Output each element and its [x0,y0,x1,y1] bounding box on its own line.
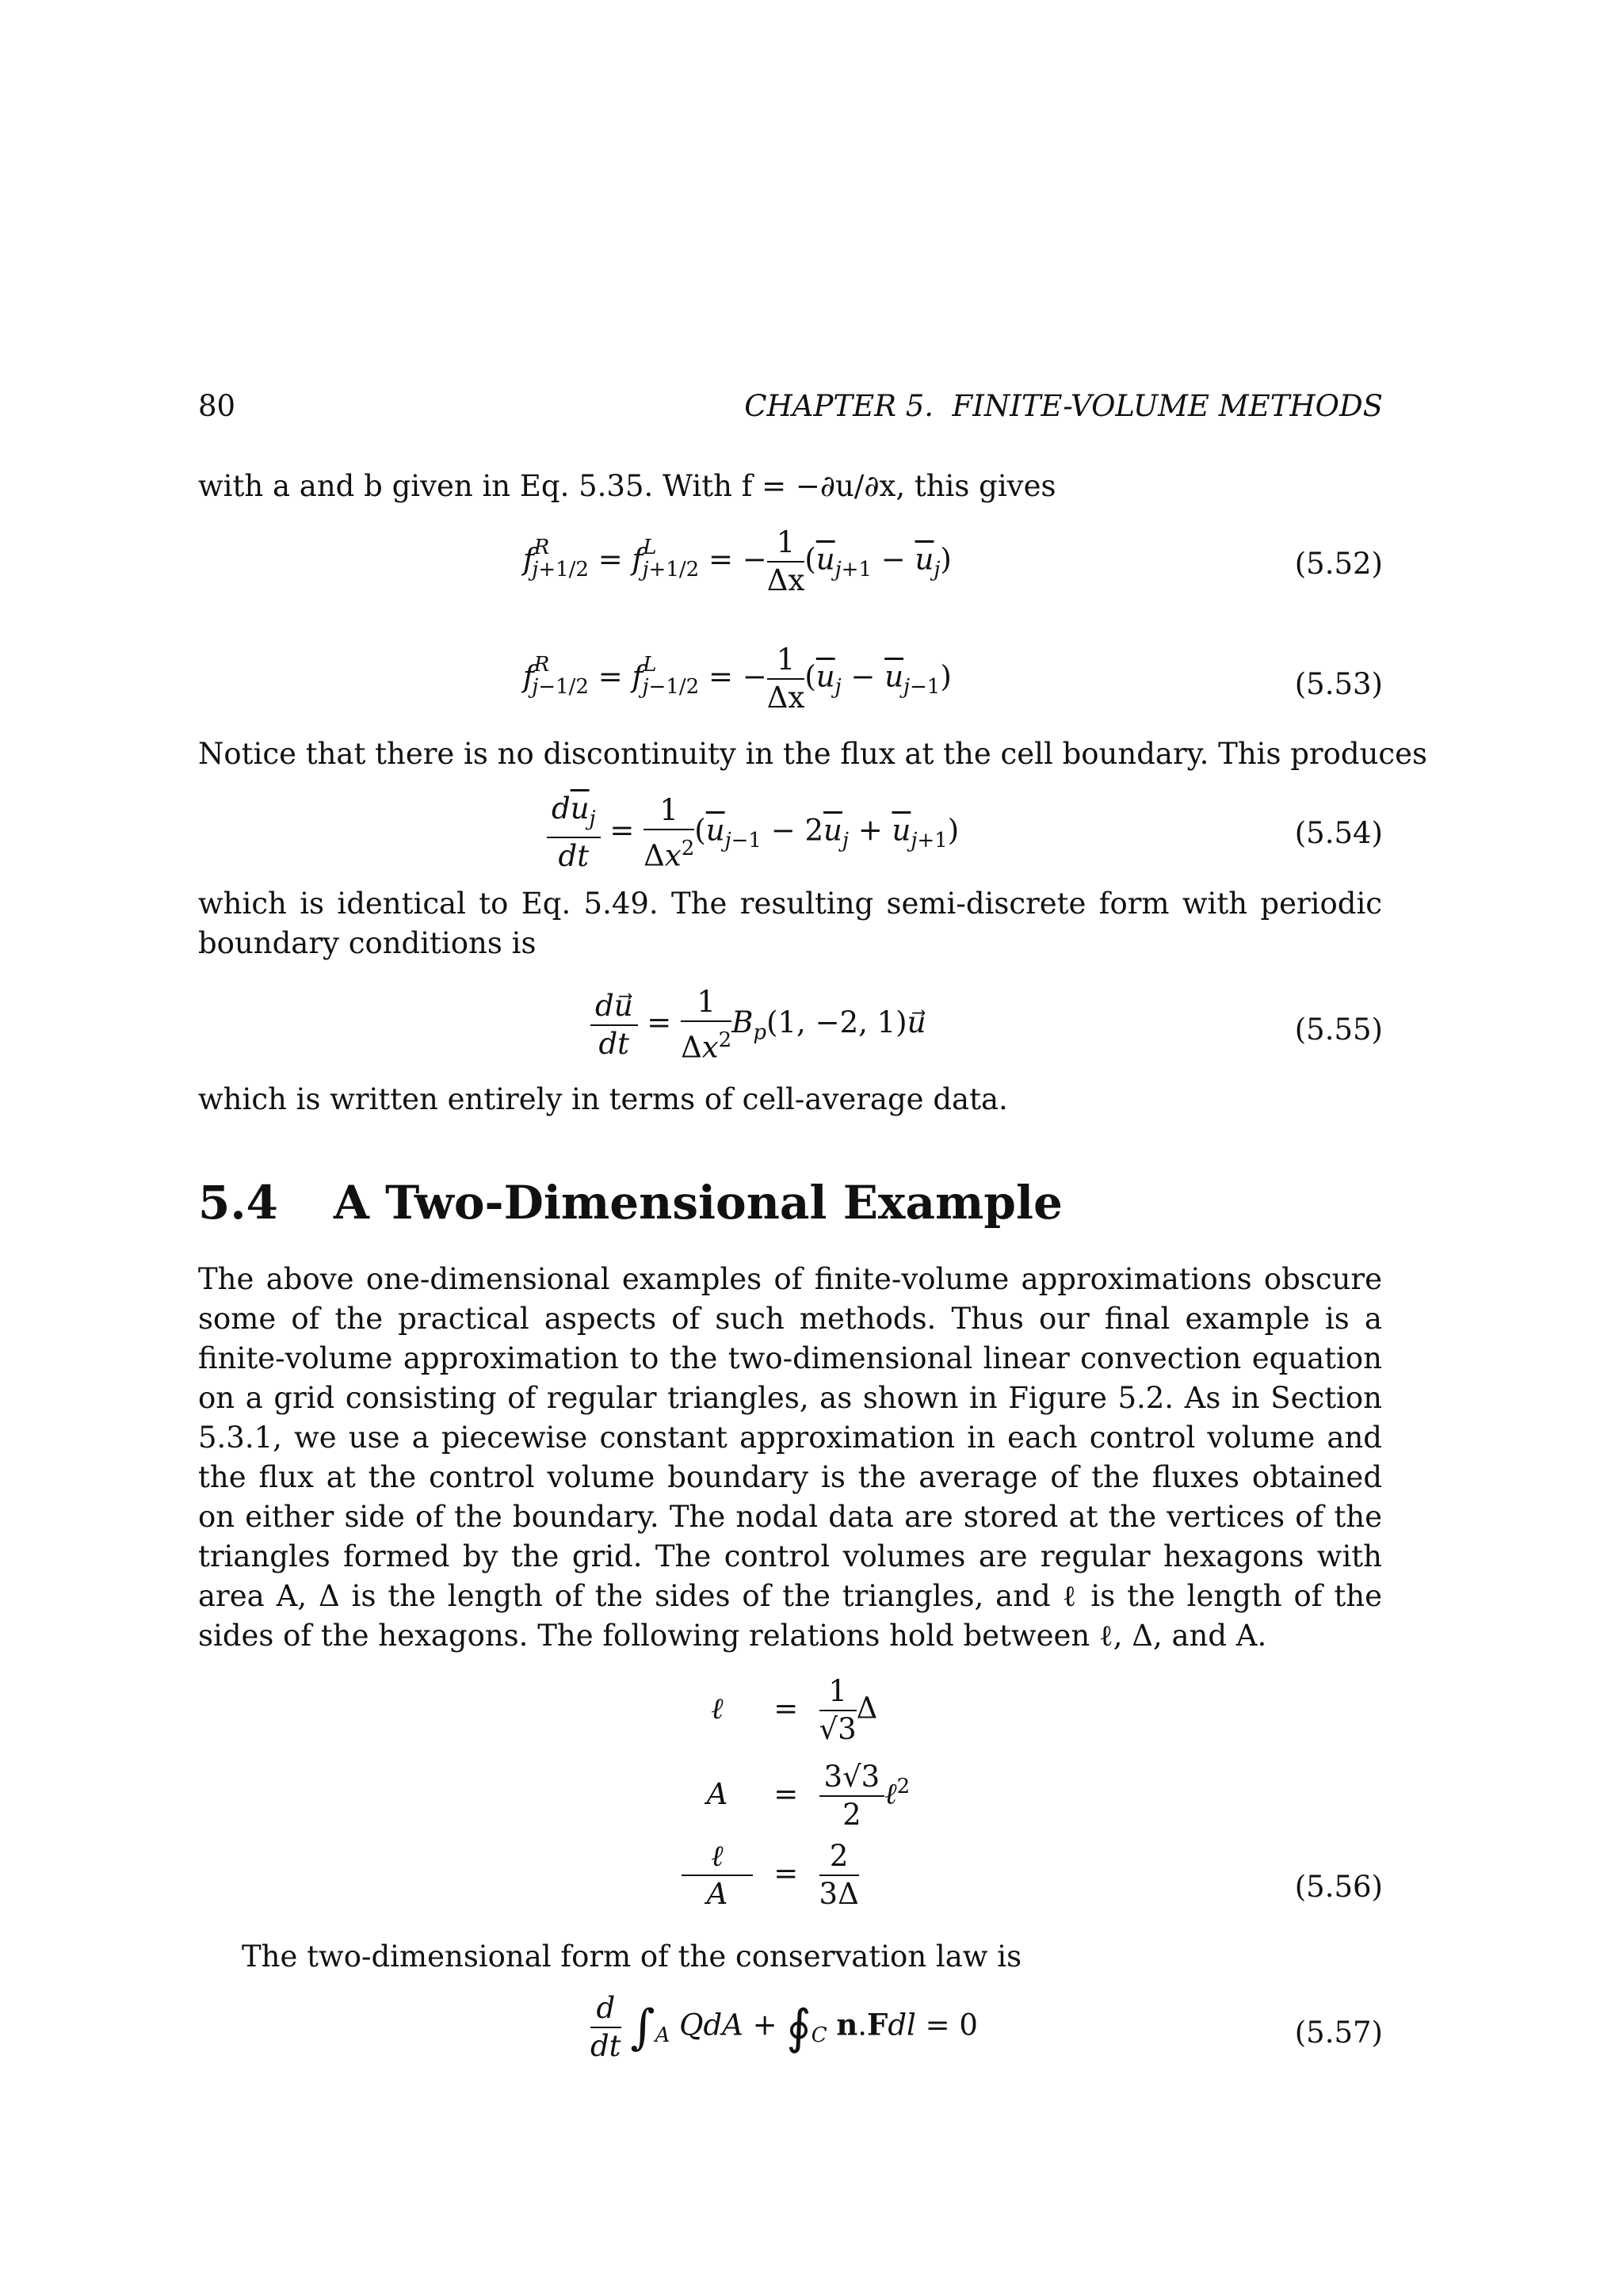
intro-line: with a and b given in Eq. 5.35. With f = −∂u/∂x, this gives [198,469,1056,503]
section-heading [198,1176,1063,1230]
equation-5-53: $f^R_{j-1/2} = f^L_{j-1/2}$ = − $\frac{1}{\Delta x}$ $(\overline{u}_j - \overline{u}_{j-1})$ [523,643,952,715]
relation-ratio: $\frac{\text{ℓ}}{A}$ = $\frac{2}{3\Delta}$ [682,1838,910,1913]
equation-5-57: $\frac{d}{dt}$ $\int_A$ QdA + $∮_C$ n.Fdl = 0 [590,1991,978,2063]
equation-number-5-54: (5.54) [1294,816,1383,850]
equation-5-55: $\frac{du}{dt}$ = $\frac{1}{\Delta x^2}$ $B_p(1$, −2, 1)u [590,984,926,1066]
equation-number-5-52: (5.52) [1294,547,1383,581]
identical-paragraph: which is identical to Eq. 5.49. The resulting semi-discrete form with periodic boundary conditions is [198,887,1382,960]
equation-5-54: $\frac{d\overline{u}_j}{dt}$ = $\frac{1}{\Delta x^2}$ $(\overline{u}_{j-1} - 2\overline{u}_j + \overline{u}_{j+1})$ [547,791,959,875]
equation-number-5-55: (5.55) [1294,1013,1383,1047]
main-paragraph: The above one-dimensional examples of finite-volume approximations obscure some of the practical aspects of such methods. Thus our final example is a finite-volume approximation to the two-dimensional linear convection equation on a grid consisting of regular triangles, as shown in Figure 5.2. As in Section 5.3.1, we use a piecewise constant approximation in each control volume and the flux at the control volume boundary is the average of the fluxes obtained on either side of the boundary. The nodal data are stored at the vertices of the triangles formed by the grid. The control volumes are regular hexagons with area A, Δ is the length of the sides of the triangles, and ℓ is the length of the sides of the hexagons. The following relations hold between ℓ, Δ, and A. [198,1262,1382,1653]
running-title: CHAPTER 5. FINITE-VOLUME METHODS [744,389,1383,423]
equation-number-5-57: (5.57) [1294,2016,1383,2050]
equation-5-52: $f^R_{j+1/2} = f^L_{j+1/2}$ = − $\frac{1}{\Delta x}$ $(\overline{u}_{j+1} - \overline{u}_j)$ [523,525,952,597]
page-number: 80 [198,389,236,423]
notice-line: Notice that there is no discontinuity in the flux at the cell boundary. This produces [198,737,1428,771]
conservation-line: The two-dimensional form of the conservation law is [242,1939,1022,1974]
equation-5-56 [682,1673,910,1913]
relation-ell: ℓ = $\frac{1}{√3}$ Δ [711,1674,878,1746]
section-title: A Two-Dimensional Example [333,1176,1063,1230]
section-number: 5.4 [198,1176,278,1230]
equation-number-5-56: (5.56) [1294,1870,1383,1904]
cell-average-line: which is written entirely in terms of cell-average data. [198,1082,1008,1116]
relation-area: A = $\frac{3√3}{2}$ ℓ$^2$ [706,1760,911,1832]
equation-number-5-53: (5.53) [1294,667,1383,701]
